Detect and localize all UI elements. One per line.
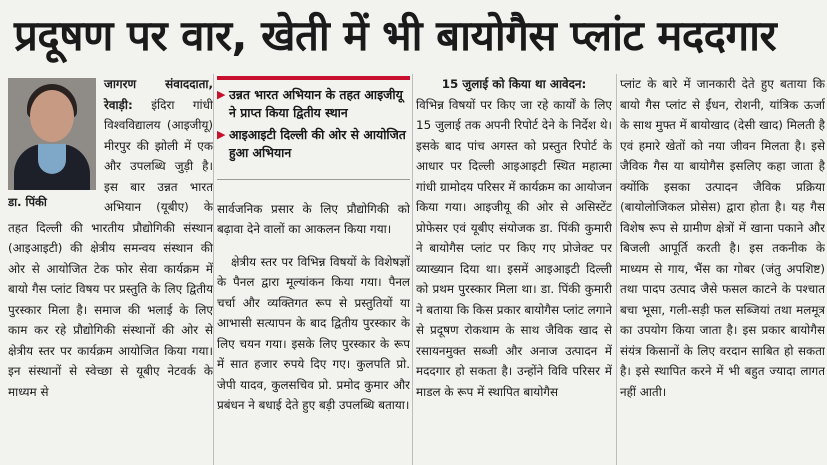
highlight-text: उन्नत भारत अभियान के तहत आइजीयू ने प्राप्त किया द्वितीय स्थान	[229, 87, 403, 120]
column-3-text: विभिन्न विषयों पर किए जा रहे कार्यों के लिए 15 जुलाई तक अपनी रिपोर्ट देने के निर्देश थे। इसके बाद पांच अगस्त को प्रस्तुत रिपोर्ट के आधार पर दिल्ली आइआइटी स्थित महात्मा गांधी ग्रामोदय परिसर में कार्यक्रम का आयोजन किया गया। आइजीयू की ओर से असिस्टेंट प्रोफेसर एवं यूबीए संयोजक डा. पिंकी कुमारी ने बायोगैस प्लांट पर किए गए प्रोजेक्ट पर व्याख्यान दिया था। इसमें आइआइटी दिल्ली को प्रथम पुरस्कार मिला था। डा. पिंकी कुमारी ने बताया कि किस प्रकार बायोगैस प्लांट लगाने से प्रदूषण रोकथाम के साथ जैविक खाद से रसायनमुक्त सब्जी और अनाज उत्पादन में मददगार हो सकता है। उन्होंने विवि परिसर में माडल के रूप में स्थापित बायोगैस	[416, 97, 612, 399]
article-column-4	[620, 74, 825, 465]
subheading: 15 जुलाई को किया था आवेदन:	[441, 77, 587, 91]
column-4-text: प्लांट के बारे में जानकारी देते हुए बताया कि बायो गैस प्लांट से ईंधन, रोशनी, यांत्रिक ऊर्जा के साथ मुफ्त में बायोखाद (देसी खाद) मिलती है एवं हमारे खेतों को नया जीवन मिलता है। इसे जैविक गैस या बायोगैस इसलिए कहा जाता है क्योंकि इसका उत्पादन जैविक प्रक्रिया (बायोलोजिकल प्रोसेस) द्वारा होता है। यह गैस विशेष रूप से ग्रामीण क्षेत्रों में खाना पकाने और बिजली आपूर्ति करती है। इस तकनीक के माध्यम से गाय, भैंस का गोबर (जंतु अपशिष्ट) तथा पादप उत्पाद जैसे फसल काटने के पश्चात बचा भूसा, गली-सड़ी फल सब्जियां तथा मलमूत्र का उपयोग किया जाता है। इस प्रकार बायोगैस संयंत्र किसानों के लिए वरदान साबित हो सकता है। इसे स्थापित करने में भी बहुत ज्यादा लागत नहीं आती।	[620, 77, 825, 399]
photo-caption: डा. पिंकी	[8, 195, 47, 209]
headline: प्रदूषण पर वार, खेती में भी बायोगैस प्लांट मददगार	[14, 11, 777, 60]
column-divider	[616, 74, 617, 465]
article-column-2	[217, 187, 410, 465]
triangle-bullet-icon: ▶	[217, 128, 226, 141]
column-divider	[412, 74, 413, 465]
highlights-box	[217, 76, 410, 180]
article-column-1	[8, 74, 213, 465]
byline: जागरण संवाददाता, रेवाड़ी:	[104, 77, 213, 112]
article-column-3	[416, 74, 612, 465]
triangle-bullet-icon: ▶	[217, 88, 226, 101]
column-1-text: इंदिरा गांधी विश्वविद्यालय (आइजीयू) मीरपुर की झोली में एक और उपलब्धि जुड़ी है। इस बार उन्नत भारत अभियान (यूबीए) के तहत दिल्ली की भारतीय प्रौद्योगिकी संस्थान (आइआइटी) की क्षेत्रीय समन्वय संस्थान की ओर से आयोजित टेक फोर सेवा कार्यक्रम में बायो गैस प्लांट विषय पर प्रस्तुति के लिए द्वितीय पुरस्कार मिला है। समाज की भलाई के लिए काम कर रहे प्रौद्योगिकी संस्थानों की ओर से क्षेत्रीय स्तर पर कार्यक्रम आयोजित किया गया। इन संस्थानों से स्वेच्छा से यूबीए नेटवर्क के माध्यम से	[8, 97, 213, 399]
highlight-item	[217, 126, 410, 162]
highlight-text: आइआइटी दिल्ली की ओर से आयोजित हुआ अभियान	[229, 127, 406, 160]
portrait-image	[8, 78, 96, 190]
column-2-paragraph-2: क्षेत्रीय स्तर पर विभिन्न विषयों के विशेषज्ञों के पैनल द्वारा मूल्यांकन किया गया। पैनल चर्चा और व्यक्तिगत रूप से प्रस्तुतियों या आभासी सत्यापन के बाद द्वितीय पुरस्कार के लिए चयन गया। इसके लिए पुरस्कार के रूप में सात हजार रुपये दिए गए। कुलपति प्रो. जेपी यादव, कुलसचिव प्रो. प्रमोद कुमार और प्रबंधन ने बधाई देते हुए बड़ी उपलब्धि बताया।	[217, 254, 410, 413]
column-2-paragraph-1: सार्वजनिक प्रसार के लिए प्रौद्योगिकी को बढ़ावा देने वालों का आकलन किया गया।	[217, 201, 410, 237]
author-photo	[8, 78, 96, 214]
highlight-item	[217, 86, 410, 122]
column-divider	[213, 74, 214, 465]
